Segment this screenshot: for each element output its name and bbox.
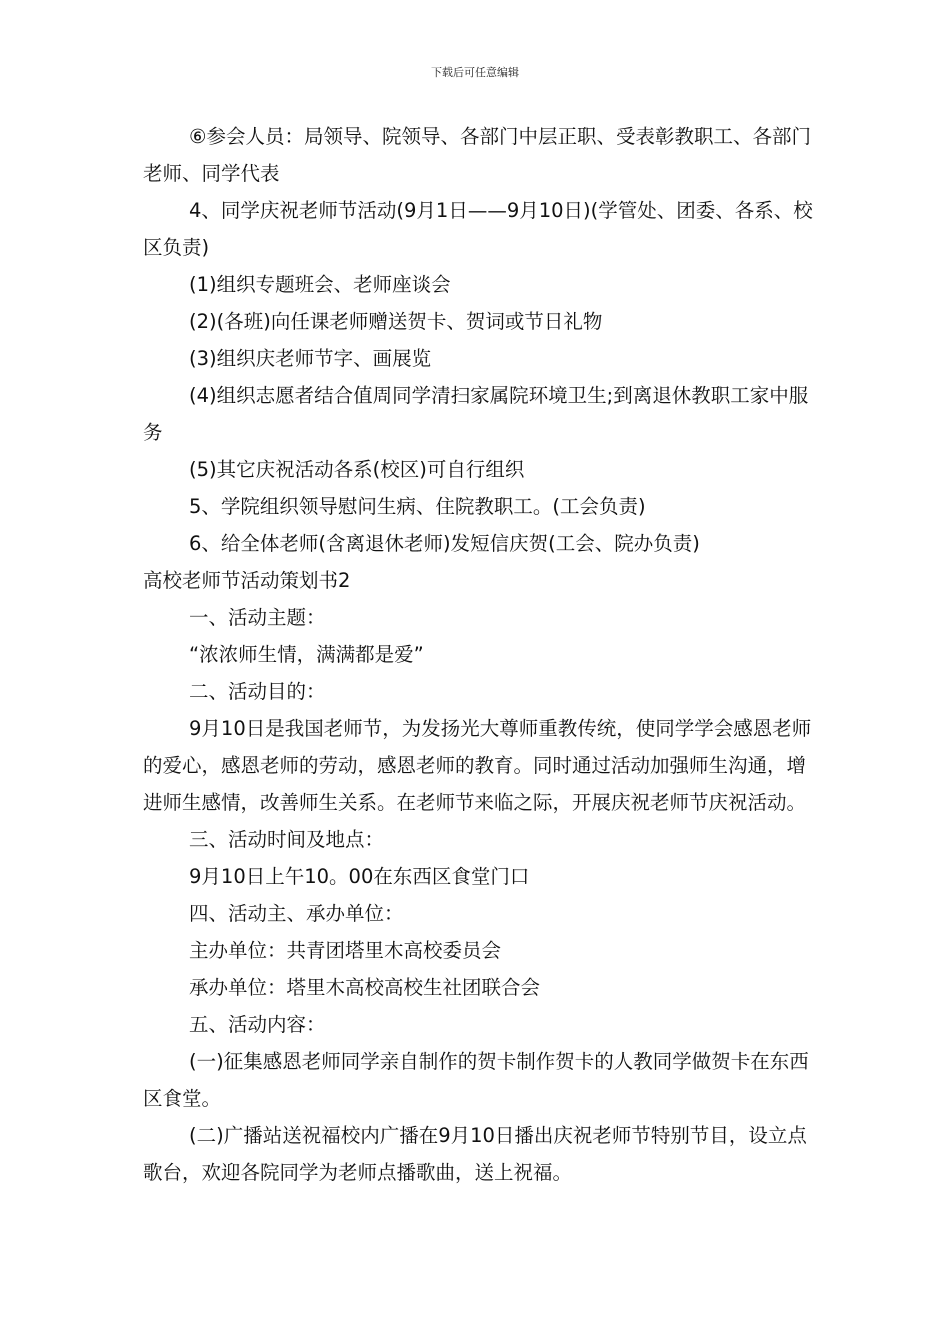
paragraph: (1)组织专题班会、老师座谈会 (189, 273, 451, 296)
heading-organizers: 四、活动主、承办单位： (189, 902, 404, 925)
paragraph: 6、给全体老师(含离退休老师)发短信庆贺(工会、院办负责) (189, 532, 700, 555)
paragraph: (5)其它庆祝活动各系(校区)可自行组织 (189, 458, 525, 481)
paragraph: “浓浓师生情，满满都是爱” (189, 643, 424, 666)
paragraph: (二)广播站送祝福校内广播在9月10日播出庆祝老师节特别节目，设立点歌台，欢迎各院同学为老师点播歌曲，送上祝福。 (143, 1124, 807, 1184)
document-body (143, 118, 823, 1191)
paragraph: ⑥参会人员：局领导、院领导、各部门中层正职、受表彰教职工、各部门老师、同学代表 (143, 125, 811, 185)
paragraph: (3)组织庆老师节字、画展览 (189, 347, 432, 370)
paragraph: 9月10日是我国老师节，为发扬光大尊师重教传统，使同学学会感恩老师的爱心，感恩老师的劳动，感恩老师的教育。同时通过活动加强师生沟通，增进师生感情，改善师生关系。在老师节来临之际，开展庆祝老师节庆祝活动。 (143, 717, 812, 814)
paragraph: (一)征集感恩老师同学亲自制作的贺卡制作贺卡的人教同学做贺卡在东西区食堂。 (143, 1050, 809, 1110)
heading-theme: 一、活动主题： (189, 606, 326, 629)
heading-purpose: 二、活动目的： (189, 680, 326, 703)
heading-content: 五、活动内容： (189, 1013, 326, 1036)
page-header-note: 下载后可任意编辑 (431, 66, 519, 79)
paragraph: 承办单位：塔里木高校高校生社团联合会 (189, 976, 541, 999)
paragraph: (2)(各班)向任课老师赠送贺卡、贺词或节日礼物 (189, 310, 603, 333)
section-title: 高校老师节活动策划书2 (143, 569, 351, 592)
heading-time-place: 三、活动时间及地点： (189, 828, 385, 851)
paragraph: (4)组织志愿者结合值周同学清扫家属院环境卫生;到离退休教职工家中服务 (143, 384, 809, 444)
paragraph: 5、学院组织领导慰问生病、住院教职工。(工会负责) (189, 495, 646, 518)
paragraph: 主办单位：共青团塔里木高校委员会 (189, 939, 502, 962)
paragraph: 4、同学庆祝老师节活动(9月1日——9月10日)(学管处、团委、各系、校区负责) (143, 199, 813, 259)
paragraph: 9月10日上午10。00在东西区食堂门口 (189, 865, 530, 888)
